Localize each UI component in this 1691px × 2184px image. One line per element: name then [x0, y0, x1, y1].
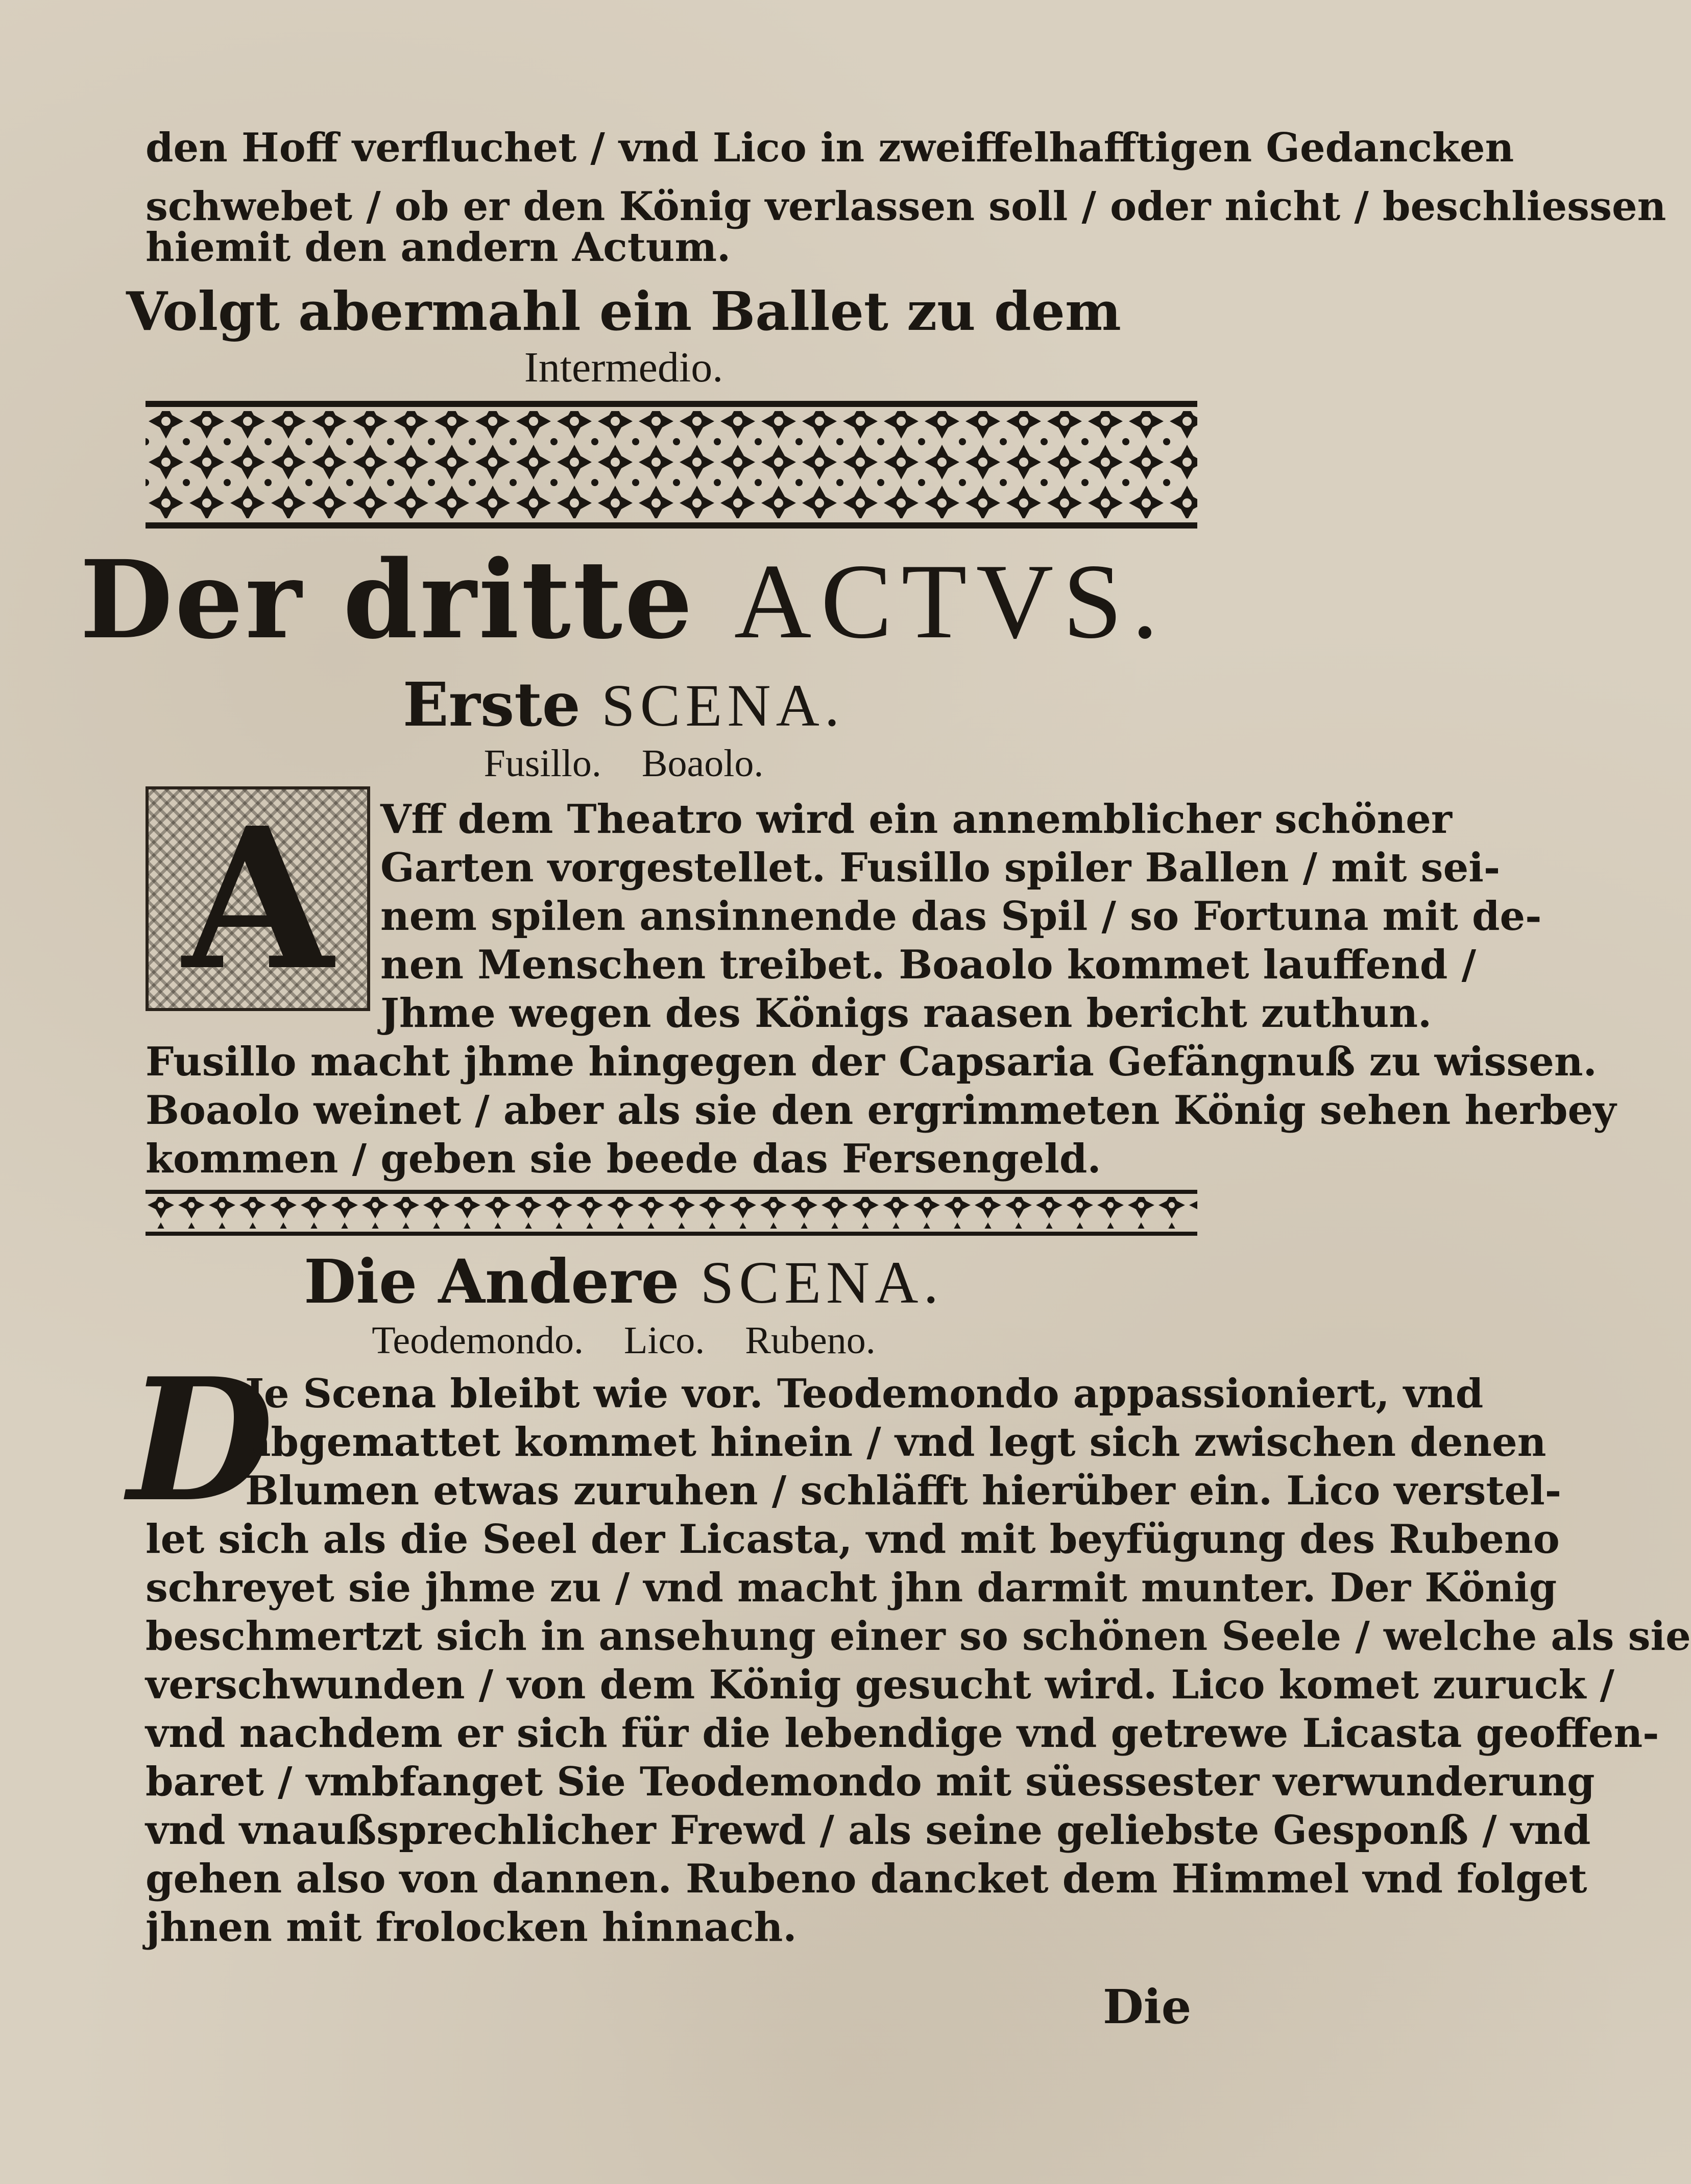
text-line: baret / vmbfanget Sie Teodemondo mit süessester verwunderung: [146, 1759, 1595, 1805]
person: Fusillo.: [484, 742, 601, 785]
text-line: kommen / geben sie beede das Fersengeld.: [146, 1136, 1101, 1182]
act-title: [0, 537, 1247, 663]
text-line: vnd nachdem er sich für die lebendige vnd getrewe Licasta geoffen-: [146, 1710, 1659, 1757]
text-line: schreyet sie jhme zu / vnd macht jhn darmit munter. Der König: [146, 1565, 1557, 1611]
scene-1-persons: [0, 738, 1247, 789]
person: Boaolo.: [641, 742, 764, 785]
ballet-subheading: Intermedio.: [524, 344, 723, 391]
text-line: abgemattet kommet hinein / vnd legt sich zwischen denen: [245, 1419, 1547, 1466]
text-line: Vff dem Theatro wird ein annemblicher schöner: [380, 796, 1453, 843]
ornament-divider-icon: [146, 1190, 1197, 1236]
person: Lico.: [623, 1319, 705, 1362]
catchword: Die: [1103, 1979, 1192, 2034]
act-title-caps: ACTVS.: [734, 542, 1168, 661]
decorated-initial: [146, 786, 370, 1011]
text-line: nem spilen ansinnende das Spil / so Fortuna mit de-: [380, 893, 1542, 940]
act-title-fraktur: Der dritte: [80, 537, 695, 663]
scene-2-title-caps: SCENA.: [700, 1249, 944, 1316]
person: Rubeno.: [745, 1319, 876, 1362]
scene-2-title-fraktur: Die Andere: [304, 1246, 680, 1317]
text-line: schwebet / ob er den König verlassen soll / oder nicht / beschliessen: [146, 183, 1666, 230]
text-line: Jhme wegen des Königs raasen bericht zuthun.: [380, 990, 1432, 1037]
text-line: hiemit den andern Actum.: [146, 224, 731, 271]
scene-1-title-caps: SCENA.: [601, 672, 845, 739]
ornament-band-icon: [146, 401, 1197, 529]
text-line: Blumen etwas zuruhen / schläfft hierüber ein. Lico verstel-: [245, 1468, 1562, 1514]
scene-1-title-fraktur: Erste: [402, 669, 581, 740]
text-line: beschmertzt sich in ansehung einer so schönen Seele / welche als sie: [146, 1613, 1691, 1660]
text-line: verschwunden / von dem König gesucht wird. Lico komet zuruck /: [146, 1662, 1615, 1708]
text-line: den Hoff verfluchet / vnd Lico in zweiffelhafftigen Gedancken: [146, 125, 1514, 171]
text-line: nen Menschen treibet. Boaolo kommet lauffend /: [380, 942, 1477, 988]
person: Teodemondo.: [372, 1319, 584, 1362]
initial-letter: D: [128, 1341, 274, 1539]
text-line: Je Scena bleibt wie vor. Teodemondo appassioniert, vnd: [245, 1371, 1484, 1417]
initial-letter: A: [182, 785, 333, 1013]
text-line: jhnen mit frolocken hinnach.: [146, 1904, 797, 1951]
scene-2-title: [0, 1246, 1247, 1318]
text-line: let sich als die Seel der Licasta, vnd mit beyfügung des Rubeno: [146, 1516, 1560, 1563]
text-line: Fusillo macht jhme hingegen der Capsaria Gefängnuß zu wissen.: [146, 1039, 1597, 1085]
text-line: Boaolo weinet / aber als sie den ergrimmeten König sehen herbey: [146, 1087, 1616, 1134]
text-line: Garten vorgestellet. Fusillo spiler Ballen / mit sei-: [380, 845, 1501, 891]
scene-1-title: [0, 669, 1247, 741]
text-line: gehen also von dannen. Rubeno dancket dem Himmel vnd folget: [146, 1856, 1587, 1902]
ballet-heading: Volgt abermahl ein Ballet zu dem: [126, 280, 1121, 343]
text-line: vnd vnaußsprechlicher Frewd / als seine geliebste Gesponß / vnd: [146, 1807, 1591, 1854]
